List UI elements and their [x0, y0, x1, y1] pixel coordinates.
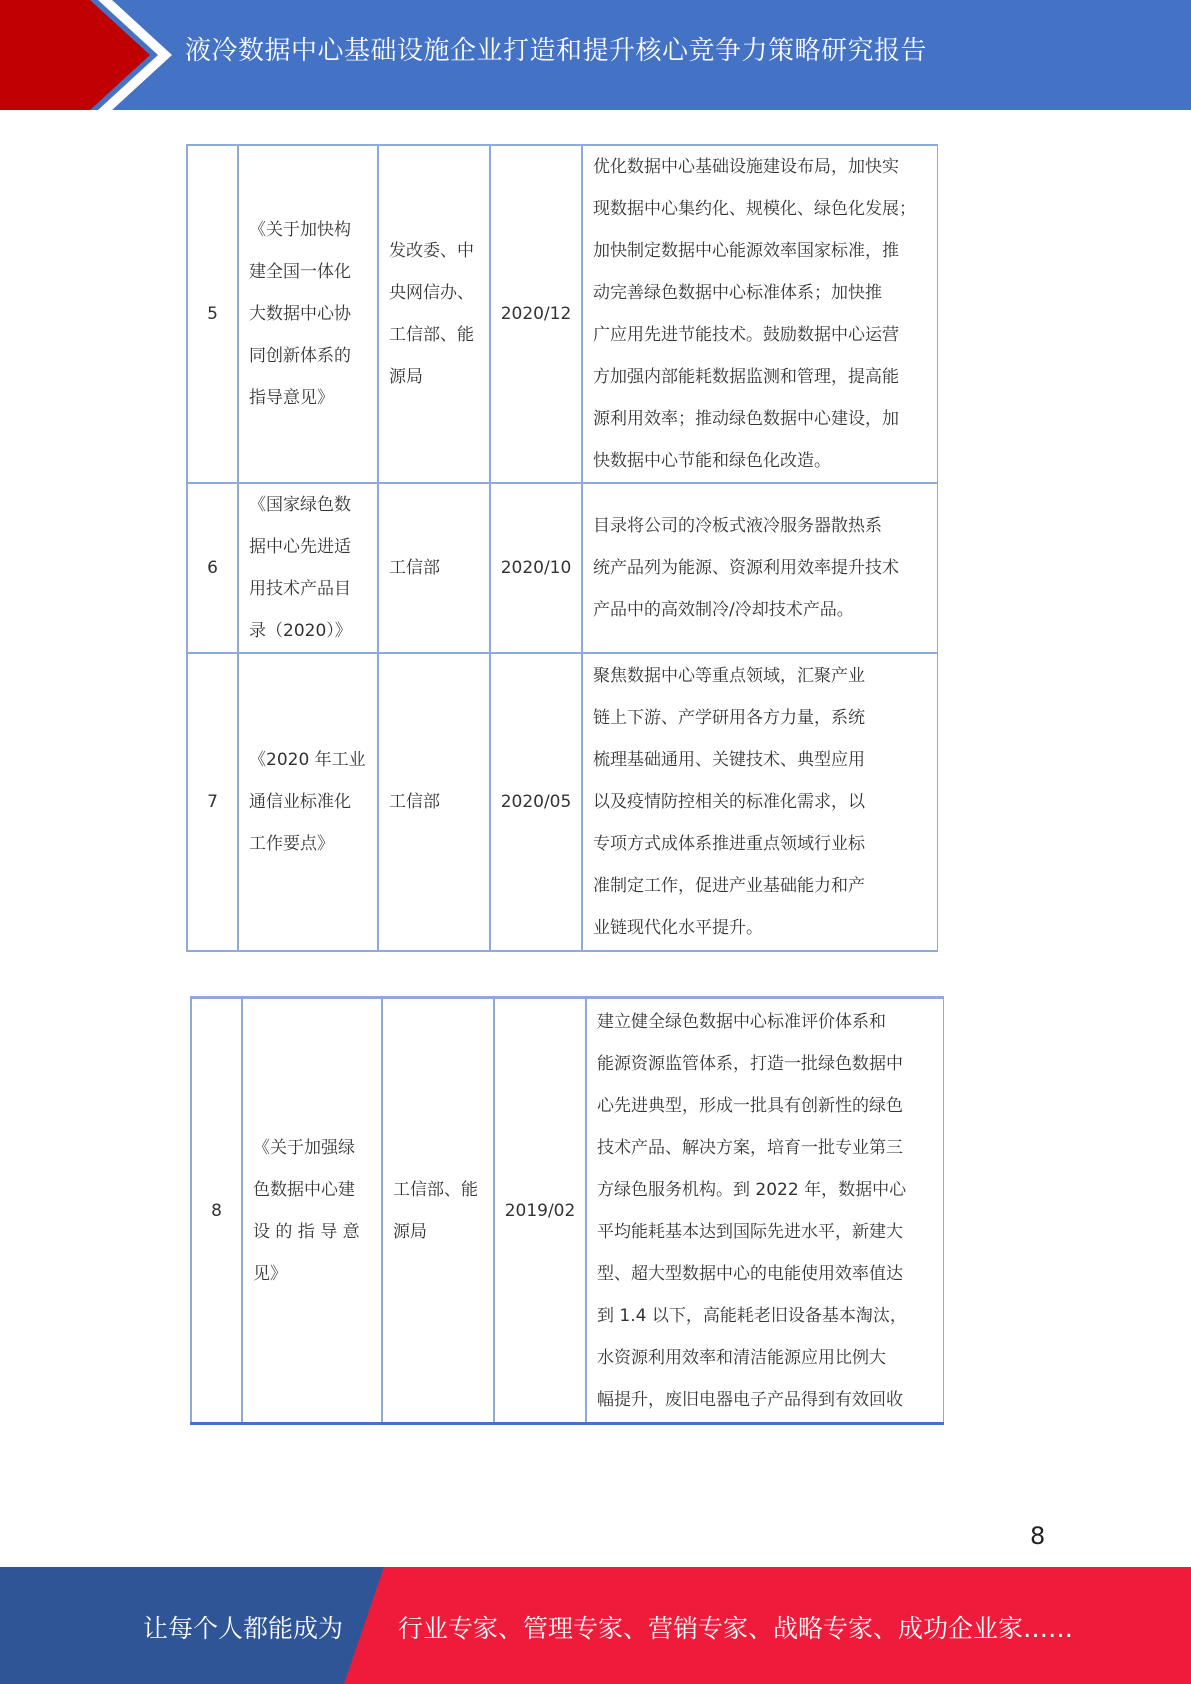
issue-date: 2020/10 — [490, 483, 582, 653]
cell-text-line: 技术产品、解决方案，培育一批专业第三 — [597, 1137, 903, 1158]
cell-text-line: 大数据中心协 — [249, 304, 351, 324]
table-row — [191, 998, 943, 1424]
cell-text-line: 快数据中心节能和绿色化改造。 — [593, 451, 831, 471]
cell-text-line: 工信部 — [389, 558, 440, 578]
cell-text-line: 加快制定数据中心能源效率国家标准，推 — [593, 241, 899, 261]
cell-text-line: 发改委、中 — [389, 241, 474, 261]
cell-text-line: 《2020 年工业 — [249, 750, 366, 770]
issue-date: 2020/12 — [490, 145, 582, 483]
policy-content — [582, 653, 937, 951]
cell-text-line: 《国家绿色数 — [249, 495, 351, 515]
cell-text-line: 源利用效率；推动绿色数据中心建设，加 — [593, 409, 899, 429]
cell-text-line: 水资源利用效率和清洁能源应用比例大 — [597, 1347, 886, 1368]
cell-text-line: 型、超大型数据中心的电能使用效率值达 — [597, 1263, 903, 1284]
policy-content — [586, 998, 943, 1424]
policy-name — [238, 483, 378, 653]
document-title: 液冷数据中心基础设施企业打造和提升核心竞争力策略研究报告 — [185, 36, 928, 66]
cell-text-line: 建立健全绿色数据中心标准评价体系和 — [597, 1011, 886, 1032]
policy-name — [238, 145, 378, 483]
cell-text-line: 工信部 — [389, 792, 440, 812]
cell-text-line: 据中心先进适 — [249, 537, 351, 557]
cell-text-line: 工作要点》 — [249, 834, 334, 854]
cell-text-line: 央网信办、 — [389, 283, 474, 303]
table-row — [187, 145, 937, 483]
cell-text-line: 聚焦数据中心等重点领域，汇聚产业 — [593, 666, 865, 686]
cell-text-line: 平均能耗基本达到国际先进水平，新建大 — [597, 1221, 903, 1242]
policy-name — [238, 653, 378, 951]
issue-date: 2020/05 — [490, 653, 582, 951]
cell-text-line: 工信部、能 — [389, 325, 474, 345]
cell-text-line: 指导意见》 — [249, 388, 334, 408]
cell-text-line: 准制定工作，促进产业基础能力和产 — [593, 876, 865, 896]
policy-table-1 — [186, 144, 938, 952]
footer-slogan-left: 让每个人都能成为 — [143, 1614, 344, 1643]
policy-content — [582, 145, 937, 483]
footer-banner — [0, 1567, 1191, 1684]
row-number: 5 — [187, 145, 238, 483]
cell-text-line: 广应用先进节能技术。鼓励数据中心运营 — [593, 325, 899, 345]
cell-text-line: 色数据中心建 — [253, 1179, 355, 1200]
cell-text-line: 工信部、能 — [393, 1179, 478, 1200]
issuing-department — [378, 653, 490, 951]
row-number: 8 — [191, 998, 242, 1424]
header-bar — [0, 0, 1191, 110]
header-arrow-decoration — [0, 0, 200, 110]
cell-text-line: 《关于加快构 — [249, 220, 351, 240]
cell-text-line: 建全国一体化 — [249, 262, 351, 282]
cell-text-line: 见》 — [253, 1263, 287, 1284]
table-row — [187, 483, 937, 653]
cell-text-line: 产品中的高效制冷/冷却技术产品。 — [593, 600, 854, 620]
cell-text-line: 目录将公司的冷板式液冷服务器散热系 — [593, 516, 882, 536]
cell-text-line: 同创新体系的 — [249, 346, 351, 366]
issue-date: 2019/02 — [494, 998, 586, 1424]
cell-text-line: 心先进典型，形成一批具有创新性的绿色 — [597, 1095, 903, 1116]
cell-text-line: 现数据中心集约化、规模化、绿色化发展； — [593, 199, 916, 219]
footer-slogan-right: 行业专家、管理专家、营销专家、战略专家、成功企业家…… — [398, 1614, 1074, 1643]
cell-text-line: 梳理基础通用、关键技术、典型应用 — [593, 750, 865, 770]
policy-content — [582, 483, 937, 653]
issuing-department — [378, 483, 490, 653]
cell-text-line: 动完善绿色数据中心标准体系；加快推 — [593, 283, 882, 303]
cell-text-line: 专项方式成体系推进重点领域行业标 — [593, 834, 865, 854]
cell-text-line: 幅提升，废旧电器电子产品得到有效回收 — [597, 1389, 903, 1410]
policy-table-2 — [190, 996, 944, 1425]
cell-text-line: 链上下游、产学研用各方力量，系统 — [593, 708, 865, 728]
cell-text-line: 用技术产品目 — [249, 579, 351, 599]
cell-text-line: 优化数据中心基础设施建设布局，加快实 — [593, 157, 899, 177]
cell-text-line: 源局 — [389, 367, 423, 387]
cell-text-line: 到 1.4 以下，高能耗老旧设备基本淘汰， — [597, 1305, 907, 1326]
page-number: 8 — [1030, 1522, 1046, 1550]
row-number: 6 — [187, 483, 238, 653]
cell-text-line: 方绿色服务机构。到 2022 年，数据中心 — [597, 1179, 907, 1200]
issuing-department — [378, 145, 490, 483]
cell-text-line: 统产品列为能源、资源利用效率提升技术 — [593, 558, 899, 578]
cell-text-line: 录（2020）》 — [249, 621, 352, 641]
cell-text-line: 方加强内部能耗数据监测和管理，提高能 — [593, 367, 899, 387]
cell-text-line: 源局 — [393, 1221, 427, 1242]
cell-text-line: 以及疫情防控相关的标准化需求，以 — [593, 792, 865, 812]
issuing-department — [382, 998, 494, 1424]
row-number: 7 — [187, 653, 238, 951]
policy-name — [242, 998, 382, 1424]
cell-text-line: 《关于加强绿 — [253, 1137, 355, 1158]
cell-text-line: 设 的 指 导 意 — [253, 1221, 360, 1242]
cell-text-line: 能源资源监管体系，打造一批绿色数据中 — [597, 1053, 903, 1074]
cell-text-line: 业链现代化水平提升。 — [593, 918, 763, 938]
cell-text-line: 通信业标准化 — [249, 792, 351, 812]
table-row — [187, 653, 937, 951]
